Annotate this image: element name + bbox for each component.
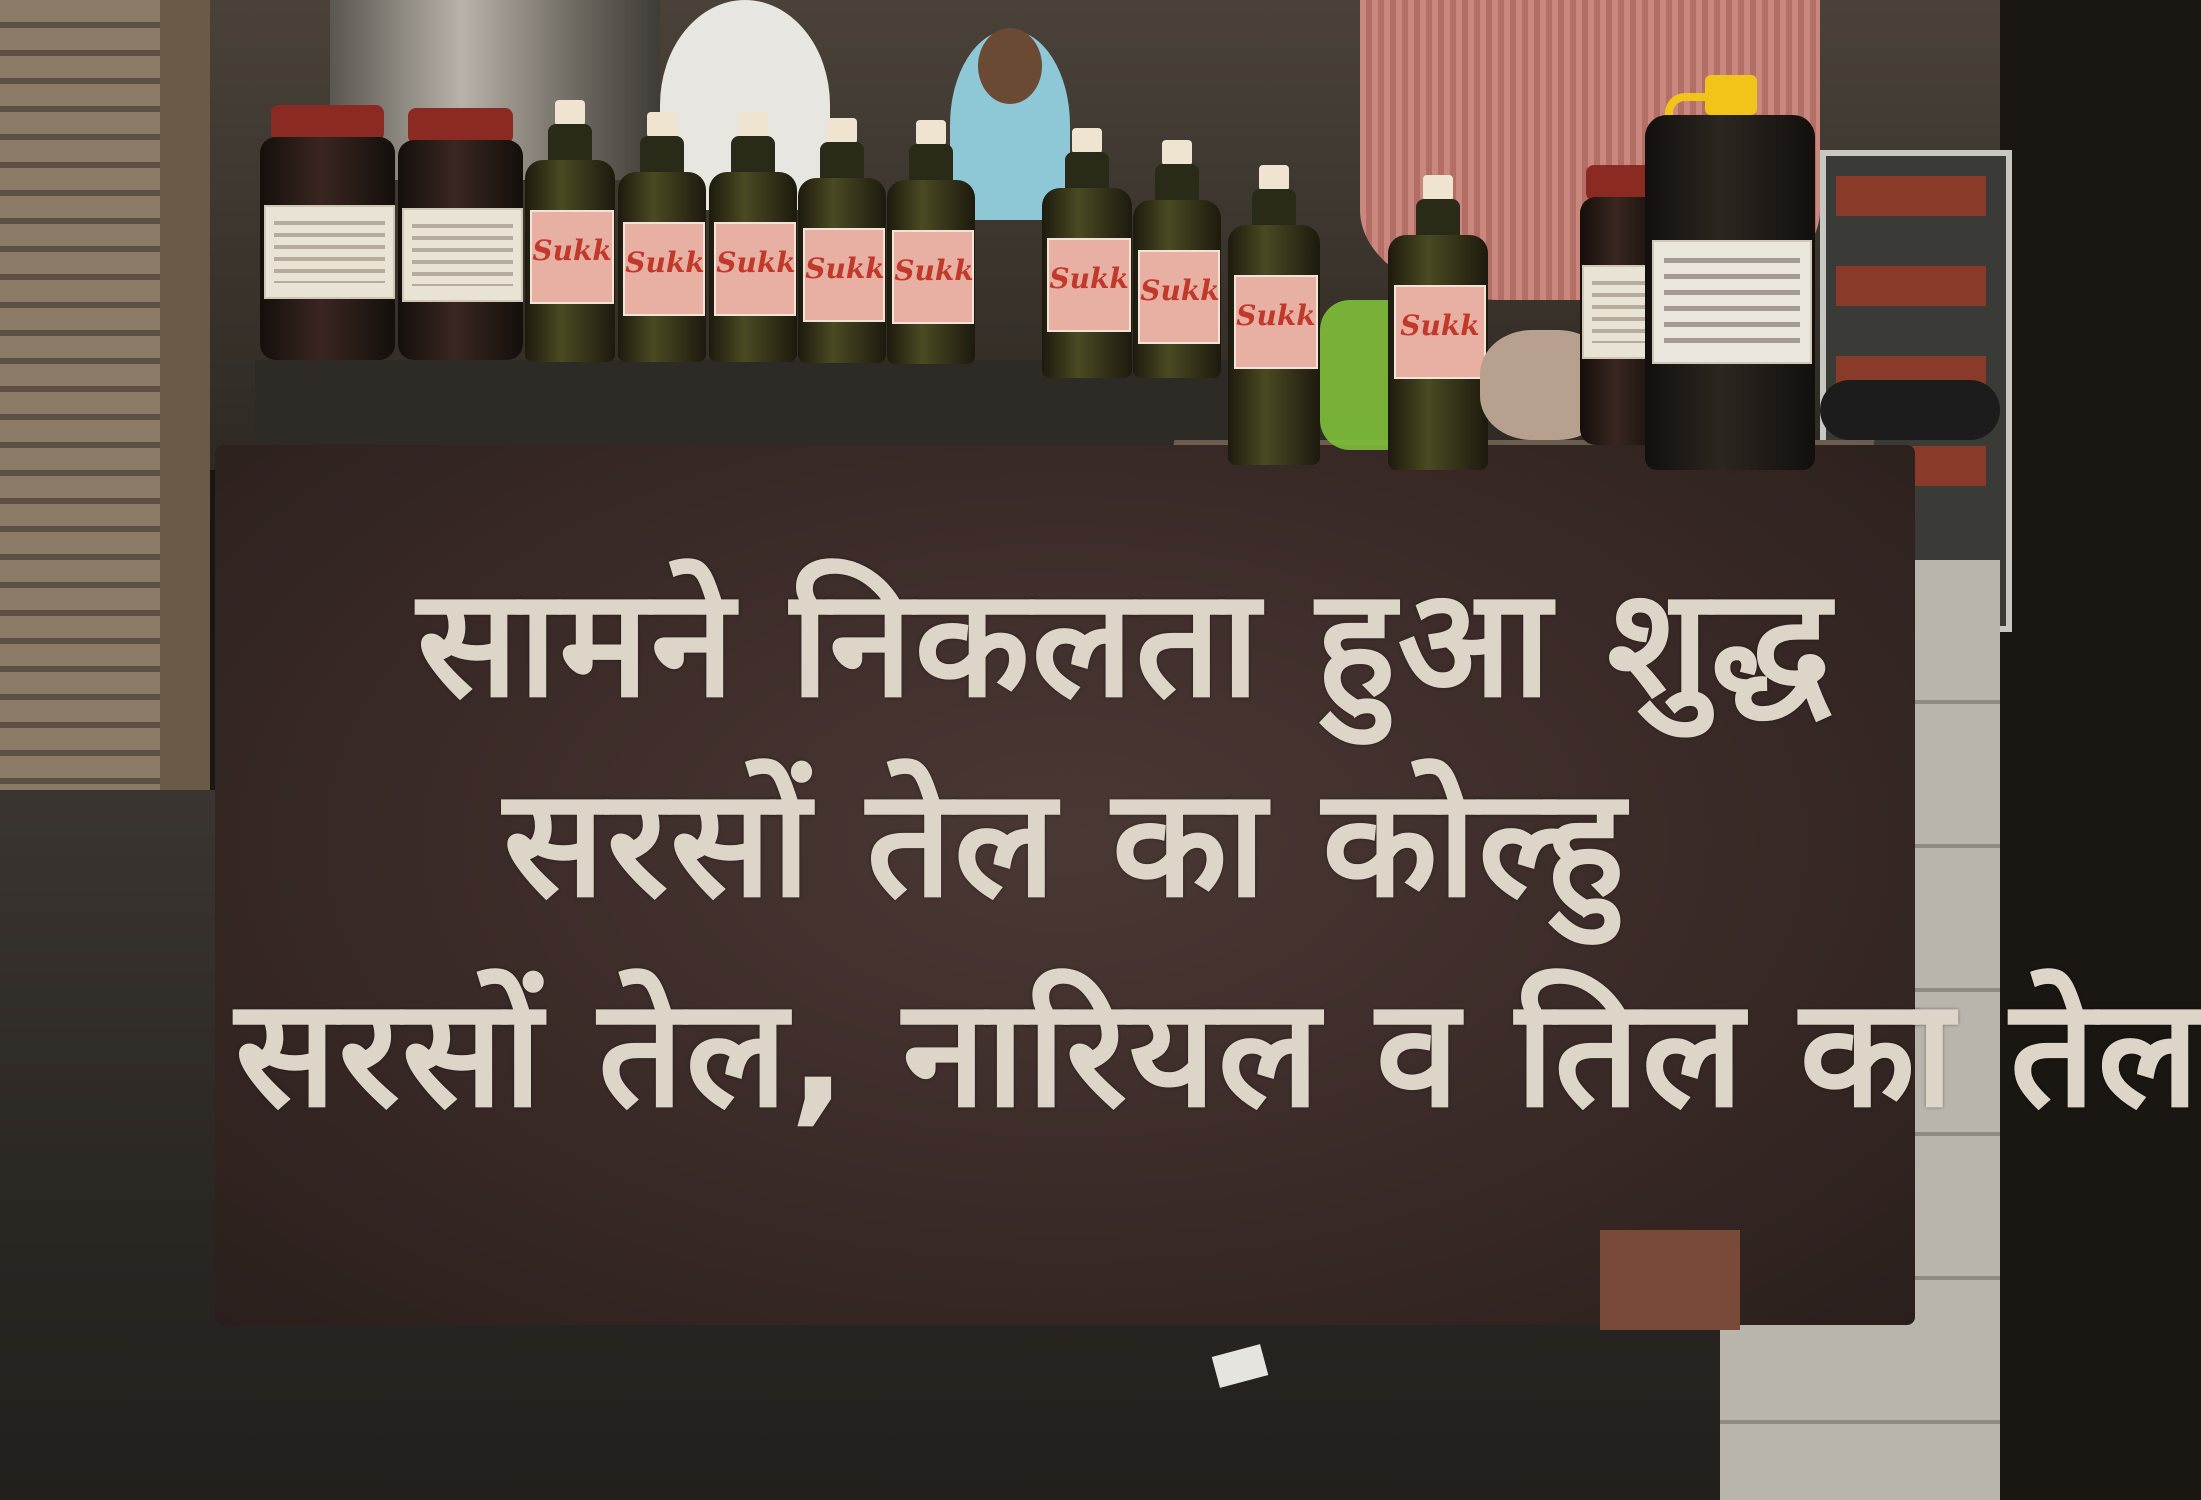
bottle-label: [714, 222, 795, 316]
oil-jar: [260, 105, 395, 360]
oil-bottle: [1388, 175, 1488, 470]
oil-bottle: [1133, 140, 1221, 378]
bottle-brand: Sukk: [716, 246, 796, 279]
jar-lid: [1586, 165, 1653, 201]
man-blue-shirt-head: [978, 28, 1042, 104]
jar-label: [264, 205, 395, 299]
oil-bottle: [525, 100, 615, 362]
bottle-label: [1047, 238, 1130, 332]
bottle-brand: Sukk: [1049, 262, 1129, 295]
jar-lid: [271, 105, 384, 141]
shutter-frame: [160, 0, 210, 790]
can-label: [1652, 240, 1812, 364]
painted-counter: [215, 445, 2201, 1325]
bottle-label: [1234, 275, 1319, 369]
oil-bottle: [1228, 165, 1320, 465]
bottle-brand: Sukk: [1236, 299, 1316, 332]
jar-label: [402, 208, 524, 302]
bottle-brand: Sukk: [805, 252, 885, 285]
oil-bottle: [709, 112, 797, 362]
sign-line-3: सरसों तेल, नारियल व तिल का तेल: [235, 967, 2201, 1141]
jar-lid: [408, 108, 513, 144]
oil-bottle: [798, 118, 886, 363]
bottle-brand: Sukk: [1400, 309, 1480, 342]
sign-line-2: सरसों तेल का कोल्हु: [503, 757, 1627, 931]
bottle-brand: Sukk: [894, 254, 974, 287]
oil-jar: [398, 108, 523, 360]
can-cap: [1705, 75, 1757, 115]
cabinet-shelf-goods: [1836, 266, 1986, 306]
bottle-brand: Sukk: [625, 246, 705, 279]
oil-can: [1645, 75, 1815, 470]
bottle-label: [530, 210, 613, 304]
bottle-label: [1138, 250, 1219, 344]
oil-bottle: [618, 112, 706, 362]
bottle-brand: Sukk: [1140, 274, 1220, 307]
office-chair: [1820, 380, 2000, 440]
oil-bottle: [887, 120, 975, 364]
bottle-label: [892, 230, 973, 324]
cabinet-shelf-goods: [1836, 176, 1986, 216]
bottle-label: [623, 222, 704, 316]
support-brick: [1600, 1230, 1740, 1330]
sign-line-1: सामने निकलता हुआ शुद्ध: [416, 557, 1834, 731]
oil-bottle: [1042, 128, 1132, 378]
bottle-brand: Sukk: [532, 234, 612, 267]
bottle-label: [1394, 285, 1486, 379]
bottle-label: [803, 228, 884, 322]
